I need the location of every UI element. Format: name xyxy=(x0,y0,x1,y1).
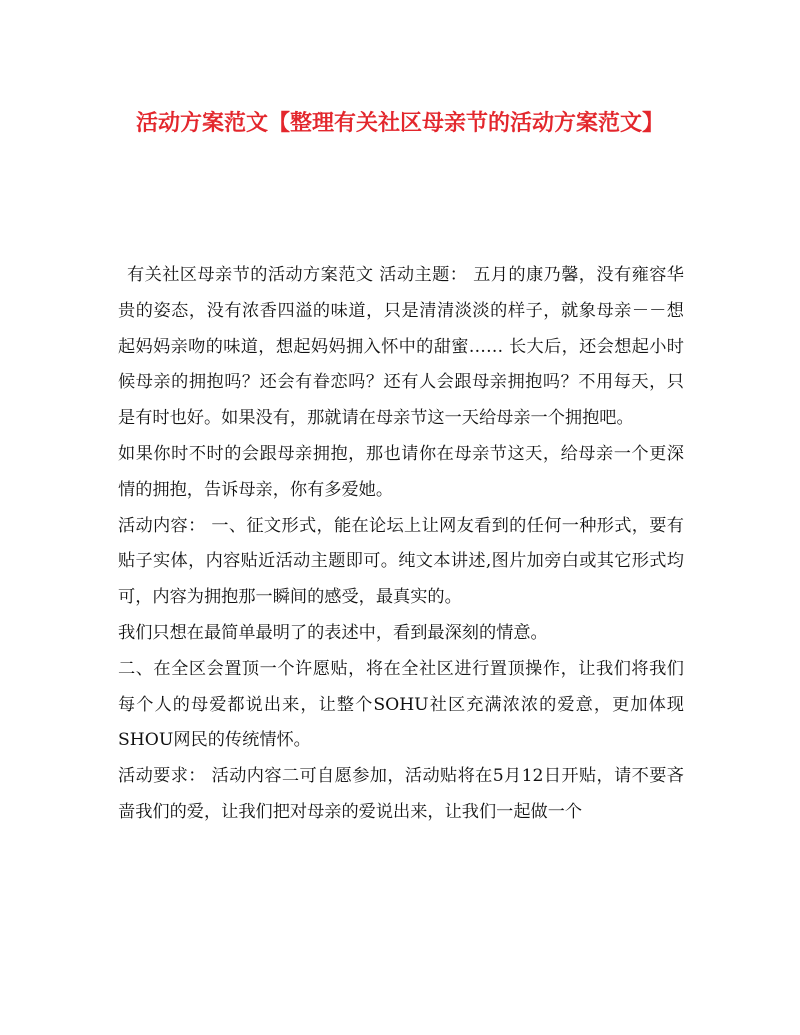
paragraph-content-one: 活动内容： 一、征文形式，能在论坛上让网友看到的任何一种形式，要有贴子实体，内容贴近活动主题即可。纯文本讲述,图片加旁白或其它形式均可，内容为拥抱那一瞬间的感受，最真实的。 xyxy=(118,515,684,608)
paragraph-intro: 有关社区母亲节的活动方案范文 活动主题： 五月的康乃馨，没有雍容华贵的姿态，没有浓香四溢的味道，只是清清淡淡的样子，就象母亲－－想起妈妈亲吻的味道，想起妈妈拥入怀中的甜蜜…… 长大后，还会想起小时候母亲的拥抱吗？还会有眷恋吗？还有人会跟母亲拥抱吗？不用每天，只是有时也好。如果没有，那就请在母亲节这一天给母亲一个拥抱吧。 xyxy=(118,265,684,429)
paragraph-requirements: 活动要求： 活动内容二可自愿参加，活动贴将在5月12日开贴，请不要吝啬我们的爱，让我们把对母亲的爱说出来，让我们一起做一个 xyxy=(118,766,684,822)
document-title: 活动方案范文【整理有关社区母亲节的活动方案范文】 xyxy=(135,110,664,136)
document-body xyxy=(118,258,684,831)
paragraph-content-two: 二、在全区会置顶一个许愿贴，将在全社区进行置顶操作，让我们将我们每个人的母爱都说出来，让整个SOHU社区充满浓浓的爱意，更加体现SHOU网民的传统情怀。 xyxy=(118,658,684,751)
paragraph-hug: 如果你时不时的会跟母亲拥抱，那也请你在母亲节这天，给母亲一个更深情的拥抱，告诉母亲，你有多爱她。 xyxy=(118,443,684,500)
paragraph-expression: 我们只想在最简单最明了的表述中，看到最深刻的情意。 xyxy=(118,622,548,643)
